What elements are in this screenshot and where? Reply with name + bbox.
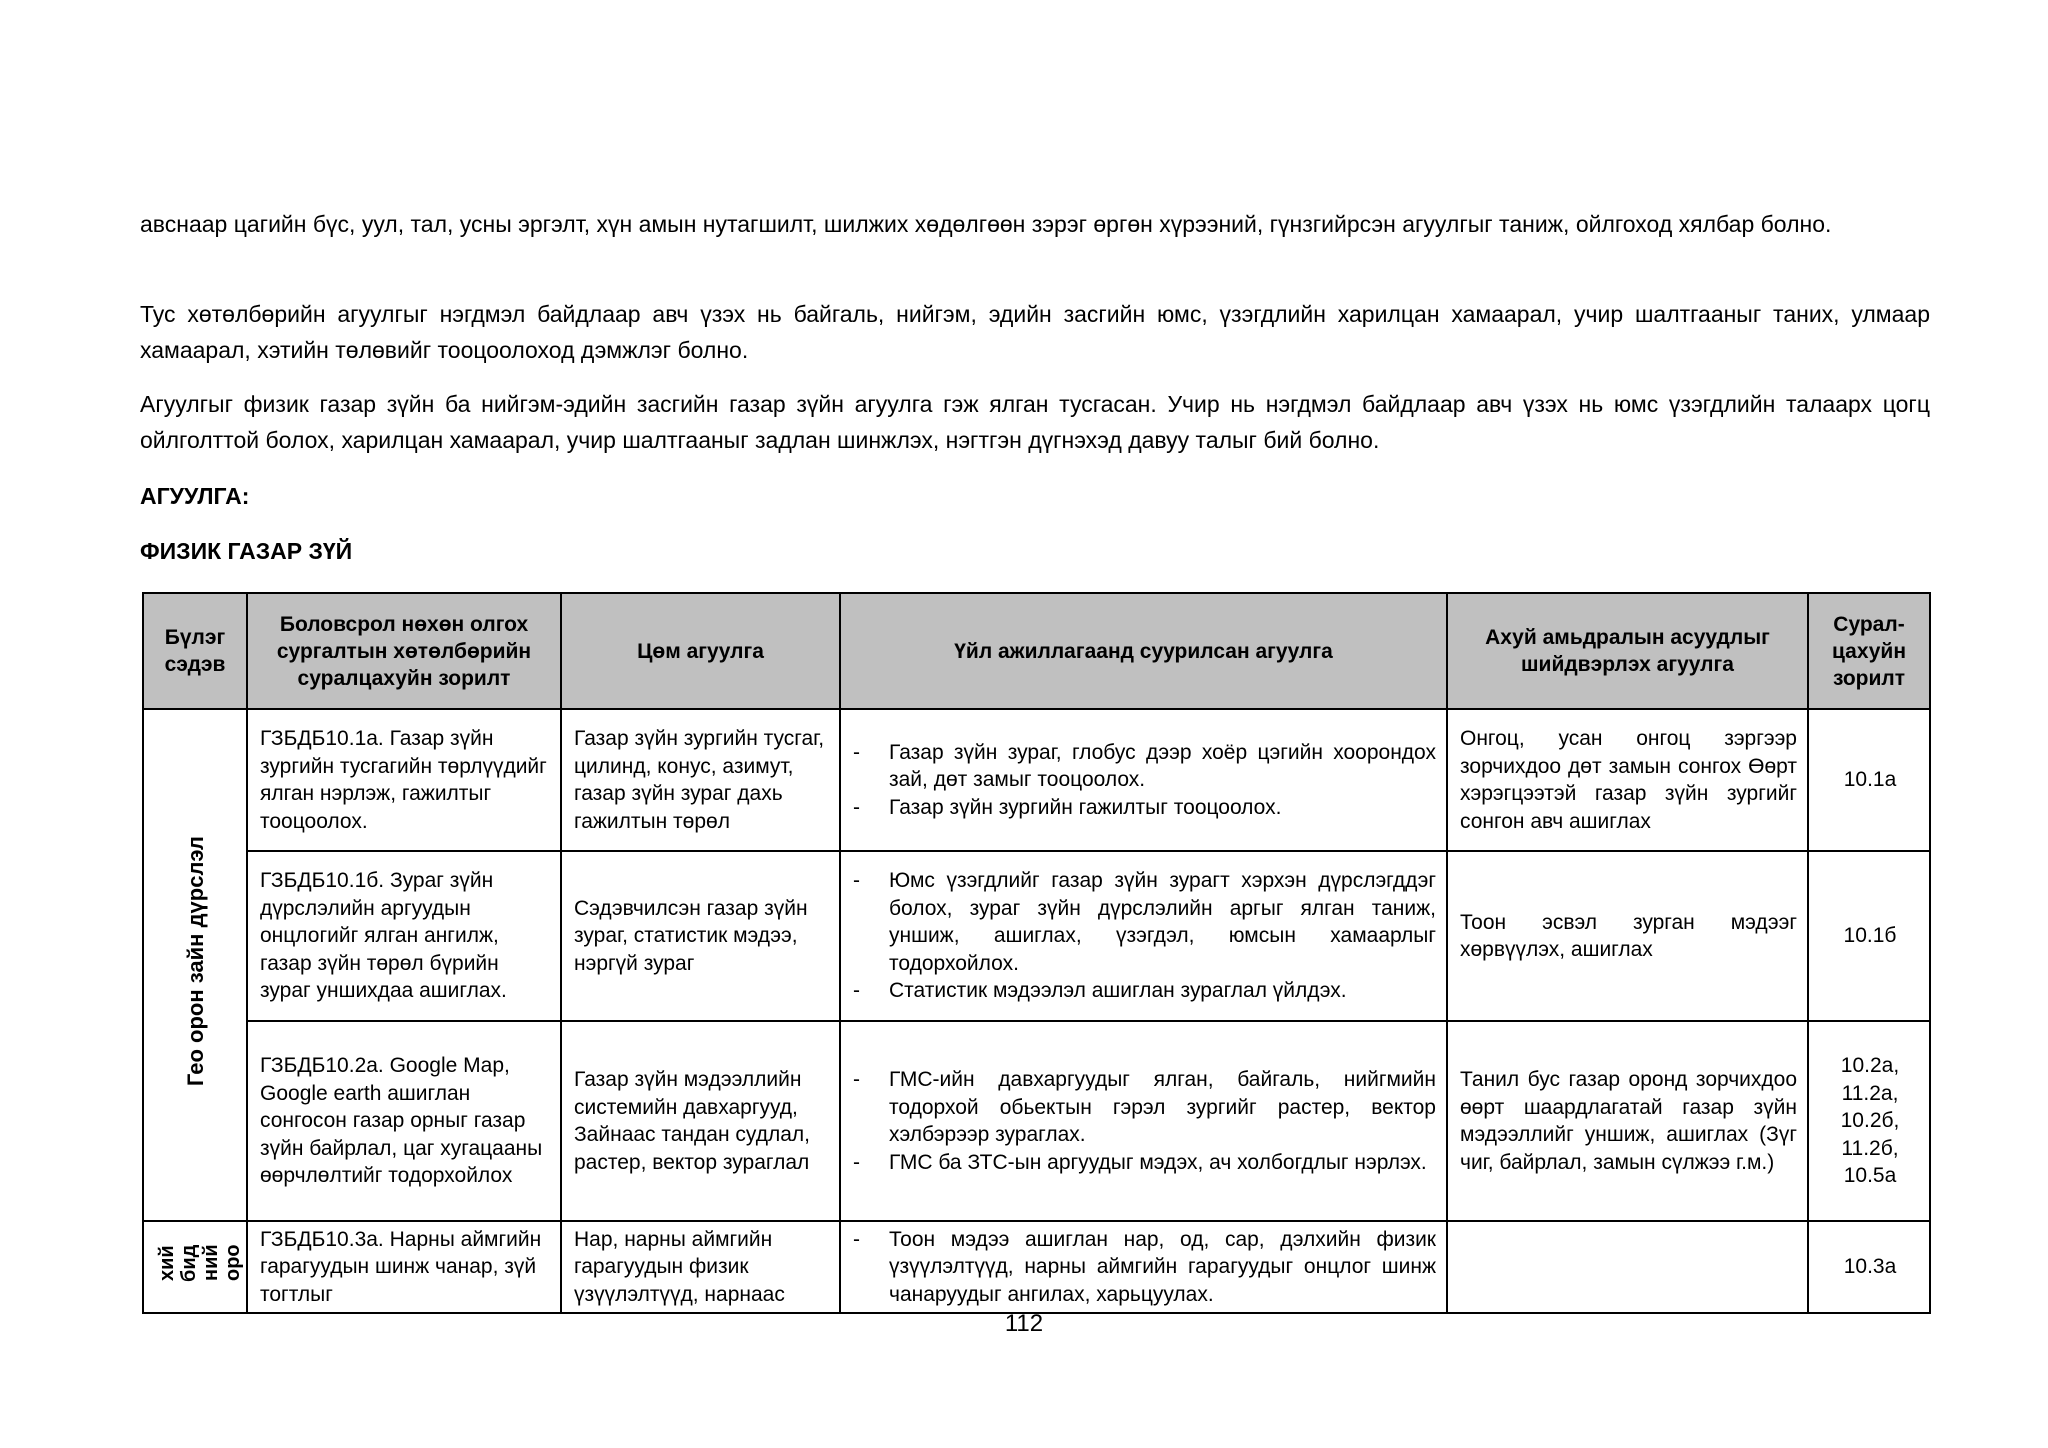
- objective-cell: ГЗБДБ10.1б. Зураг зүйн дүрслэлийн аргуудын онцлогийг ялган ангилж, газар зүйн төрөл бүрийн зураг уншихдаа ашиглах.: [247, 851, 561, 1021]
- activity-item: - ГМС-ийн давхаргуудыг ялган, байгаль, нийгмийн тодорхой обьектын гэрэл зургийг растер, вектор хэлбэрээр зураглах.: [853, 1066, 1436, 1149]
- core-content-cell: Газар зүйн зургийн тусгаг, цилинд, конус, азимут, газар зүйн зураг дахь гажилтын төрөл: [561, 709, 840, 851]
- physical-geography-heading: ФИЗИК ГАЗАР ЗҮЙ: [140, 538, 353, 564]
- core-content-cell: Нар, нарны аймгийн гарагуудын физик үзүүлэлтүүд, нарнаас: [561, 1221, 840, 1313]
- header-group: Бүлэг сэдэв: [143, 593, 247, 709]
- header-learning-code: Сурал-цахуйн зорилт: [1808, 593, 1930, 709]
- code-cell: 10.1б: [1808, 851, 1930, 1021]
- activity-cell: [840, 709, 1447, 851]
- problem-cell: Тоон эсвэл зурган мэдээг хөрвүүлэх, ашиглах: [1447, 851, 1808, 1021]
- header-life-problem-content: Ахуй амьдралын асуудлыг шийдвэрлэх агуулга: [1447, 593, 1808, 709]
- table-row: [143, 1221, 1930, 1313]
- problem-cell: [1447, 1221, 1808, 1313]
- header-activity-content: Үйл ажиллагаанд суурилсан агуулга: [840, 593, 1447, 709]
- table-row: [143, 1021, 1930, 1221]
- activity-item: - ГМС ба ЗТС-ын аргуудыг мэдэх, ач холбогдлыг нэрлэх.: [853, 1149, 1436, 1177]
- activity-item: - Статистик мэдээлэл ашиглан зураглал үйлдэх.: [853, 977, 1436, 1005]
- intro-paragraph-1: авснаар цагийн бүс, уул, тал, усны эргэлт, хүн амын нутагшилт, шилжих хөдөлгөөн зэрэг өргөн хүрээний, гүнзгийрсэн агуулгыг таниж, ойлгоход хялбар болно.: [140, 211, 1832, 237]
- problem-cell: Танил бус газар оронд зорчихдоо өөрт шаардлагатай газар зүйн мэдээллийг уншиж, ашиглах (Зүг чиг, байрлал, замын сүлжээ г.м.): [1447, 1021, 1808, 1221]
- header-core-content: Цөм агуулга: [561, 593, 840, 709]
- code-cell: 10.1а: [1808, 709, 1930, 851]
- objective-cell: ГЗБДБ10.2а. Google Map, Google earth ашиглан сонгосон газар орныг газар зүйн байрлал, цаг хугацааны өөрчлөлтийг тодорхойлох: [247, 1021, 561, 1221]
- content-heading: АГУУЛГА:: [140, 483, 250, 509]
- group-cell-second: [143, 1221, 247, 1313]
- core-content-cell: Газар зүйн мэдээллийн системийн давхаргууд, Зайнаас тандан судлал, растер, вектор зураглал: [561, 1021, 840, 1221]
- activity-cell: [840, 1021, 1447, 1221]
- group-cell-geo: [143, 709, 247, 1221]
- activity-item: - Тоон мэдээ ашиглан нар, од, сар, дэлхийн физик үзүүлэлтүүд, нарны аймгийн гарагуудыг онцлог шинж чанаруудыг ангилах, харьцуулах.: [853, 1226, 1436, 1309]
- table-header-row: [143, 593, 1930, 709]
- problem-cell: Онгоц, усан онгоц зэргээр зорчихдоо дөт замын сонгох Өөрт хэрэгцээтэй газар зүйн зургийг сонгон авч ашиглах: [1447, 709, 1808, 851]
- code-cell: 10.2а, 11.2а, 10.2б, 11.2б, 10.5а: [1808, 1021, 1930, 1221]
- group-label-second: хий бид ний оро: [156, 1244, 244, 1282]
- activity-item: - Газар зүйн зургийн гажилтыг тооцоолох.: [853, 794, 1436, 822]
- page-number: 112: [1004, 1310, 1044, 1337]
- activity-cell: [840, 851, 1447, 1021]
- core-content-cell: Сэдэвчилсэн газар зүйн зураг, статистик мэдээ, нэргүй зураг: [561, 851, 840, 1021]
- objective-cell: ГЗБДБ10.3а. Нарны аймгийн гарагуудын шинж чанар, зүй тогтлыг: [247, 1221, 561, 1313]
- header-objective: Боловсрол нөхөн олгох сургалтын хөтөлбөрийн суралцахуйн зорилт: [247, 593, 561, 709]
- group-label-geo: Гео орон зайн дүрслэл: [183, 836, 209, 1087]
- activity-cell: [840, 1221, 1447, 1313]
- activity-item: - Юмс үзэгдлийг газар зүйн зурагт хэрхэн дүрслэгддэг болох, зураг зүйн дүрслэлийн аргыг ялган таниж, уншиж, ашиглах, үзэгдэл, юмсын хамаарлыг тодорхойлох.: [853, 867, 1436, 977]
- activity-item: - Газар зүйн зураг, глобус дээр хоёр цэгийн хоорондох зай, дөт замыг тооцоолох.: [853, 739, 1436, 794]
- table-row: [143, 709, 1930, 851]
- objective-cell: ГЗБДБ10.1а. Газар зүйн зургийн тусгагийн төрлүүдийг ялган нэрлэж, гажилтыг тооцоолох.: [247, 709, 561, 851]
- intro-paragraph-2: Тус хөтөлбөрийн агуулгыг нэгдмэл байдлаар авч үзэх нь байгаль, нийгэм, эдийн засгийн юмс, үзэгдлийн харилцан хамаарал, учир шалтгааныг таних, улмаар хамаарал, хэтийн төлөвийг тооцоолоход дэмжлэг болно.: [140, 301, 1930, 363]
- table-row: [143, 851, 1930, 1021]
- code-cell: 10.3а: [1808, 1221, 1930, 1313]
- curriculum-table: [142, 592, 1931, 1314]
- intro-paragraph-3: Агуулгыг физик газар зүйн ба нийгэм-эдийн засгийн газар зүйн агуулга гэж ялган тусгасан. Учир нь нэгдмэл байдлаар авч үзэх нь юмс үзэгдлийн талаарх цогц ойлголттой болох, харилцан хамаарал, учир шалтгааныг задлан шинжлэх, нэгтгэн дүгнэхэд давуу талыг бий болно.: [140, 391, 1930, 453]
